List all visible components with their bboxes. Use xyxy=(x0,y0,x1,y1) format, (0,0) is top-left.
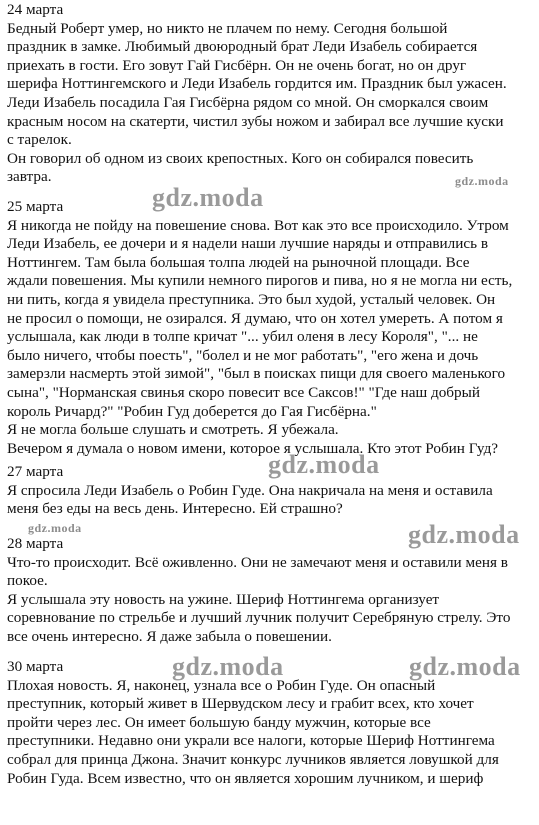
entry-line: пройти через лес. Он имеет большую банду мужчин, которые все xyxy=(7,713,431,731)
watermark: gdz.moda xyxy=(455,174,509,188)
entry-line: Вечером я думала о новом имени, которое я услышала. Кто этот Робин Гуд? xyxy=(7,439,499,457)
entry-line: с тарелок. xyxy=(7,131,72,149)
entry-line: замерзли насмерть этой зимой", "был в поисках пищи для своего маленького xyxy=(7,365,506,383)
entry-line: ни пить, когда я увидела преступника. Это был худой, усталый человек. Он xyxy=(7,290,496,308)
entry-date: 27 марта xyxy=(7,463,64,480)
entry-line: Леди Изабель, ее дочери и я надели наши лучшие наряды и отправились в xyxy=(7,235,489,253)
entry-line: праздник в замке. Любимый двоюродный брат Леди Изабель собирается xyxy=(7,38,478,56)
watermark: gdz.moda xyxy=(152,183,264,212)
entry-line: Плохая новость. Я, наконец, узнала все о Робин Гуде. Он опасный xyxy=(7,676,436,694)
entry-line: сына", "Норманская свинья скоро повесит все Саксов!" "Где наш добрый xyxy=(7,383,480,401)
watermark: gdz.moda xyxy=(28,521,82,535)
watermark: gdz.moda xyxy=(268,450,380,479)
entry-date: 24 марта xyxy=(7,1,64,18)
entry-line: Леди Изабель посадила Гая Гисбёрна рядом со мной. Он сморкался своим xyxy=(7,93,489,111)
entry-line: преступники. Недавно они украли все налоги, которые Шериф Ноттингема xyxy=(7,732,495,750)
entry-line: преступник, который живет в Шервудском лесу и грабит всех, кто хочет xyxy=(7,695,474,713)
entry-line: Я не могла больше слушать и смотреть. Я убежала. xyxy=(7,421,339,439)
entry-line: Бедный Роберт умер, но никто не плачем по нему. Сегодня большой xyxy=(7,19,448,37)
watermark: gdz.moda xyxy=(409,652,521,681)
watermark: gdz.moda xyxy=(408,520,520,549)
entry-line: соревнование по стрельбе и лучший лучник получит Серебряную стрелу. Это xyxy=(7,609,511,627)
entry-line: все очень интересно. Я даже забыла о повешении. xyxy=(7,627,332,645)
entry-line: ждали повешения. Мы купили немного пирогов и пива, но я не могла ни есть, xyxy=(7,272,513,290)
entry-line: Я спросила Леди Изабель о Робин Гуде. Она накричала на меня и оставила xyxy=(7,481,493,499)
entry-line: Я услышала эту новость на ужине. Шериф Ноттингема организует xyxy=(7,590,440,608)
entry-line: Ноттингем. Там была большая толпа людей на рыночной площади. Все xyxy=(7,253,470,271)
entry-line: покое. xyxy=(7,572,48,590)
entry-line: собрал для принца Джона. Значит конкурс лучников является ловушкой для xyxy=(7,750,499,768)
entry-date: 25 марта xyxy=(7,198,64,215)
entry-line: завтра. xyxy=(7,168,52,186)
entry-line: шерифа Ноттингемского и Леди Изабель гордится им. Праздник был ужасен. xyxy=(7,75,507,93)
entry-line: приехать в гости. Его зовут Гай Гисбёрн. Он не очень богат, но он друг xyxy=(7,56,467,74)
entry-line: Робин Гуда. Всем известно, что он является хорошим лучником, и шериф xyxy=(7,769,484,787)
diary-entry-28-march xyxy=(7,535,535,647)
entry-line: было ничего, чтобы поесть", "болел и не мог работать", "его жена и дочь xyxy=(7,346,479,364)
entry-line: услышала, как люди в толпе кричат "... убил оленя в лесу Короля", "... не xyxy=(7,328,478,346)
entry-line: красным носом на скатерти, чистил зубы ножом и забирал все лучшие куски xyxy=(7,112,504,130)
diary-entry-24-march xyxy=(7,1,535,187)
entry-line: не просил о помощи, не озирался. Я думаю, что он хотел умереть. А потом я xyxy=(7,309,503,327)
diary-entry-25-march xyxy=(7,198,535,458)
entry-line: Я никогда не пойду на повешение снова. Вот как это все происходило. Утром xyxy=(7,216,509,234)
watermark: gdz.moda xyxy=(172,652,284,681)
entry-line: Что-то происходит. Всё оживленно. Они не замечают меня и оставили меня в xyxy=(7,553,508,571)
entry-line: Он говорил об одном из своих крепостных. Кого он собирался повесить xyxy=(7,149,474,167)
entry-line: меня без еды на весь день. Интересно. Ей страшно? xyxy=(7,500,343,518)
entry-line: король Ричард?" "Робин Гуд доберется до Гая Гисбёрна." xyxy=(7,402,377,420)
entry-date: 30 марта xyxy=(7,658,64,675)
entry-date: 28 марта xyxy=(7,535,64,552)
